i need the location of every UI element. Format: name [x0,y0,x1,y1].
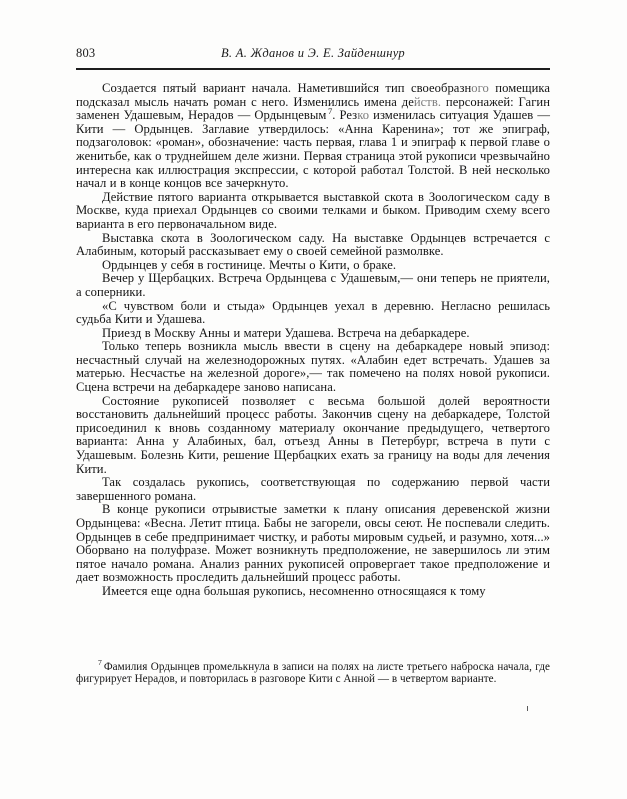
paragraph-text-run: . Рез [332,108,358,123]
footnote-marker: 7 [98,658,102,668]
footnote-block [76,658,550,686]
paragraph-text-run: персонажей: Гагин заменен Удашевым, Нерадов — Ордынцевым [76,94,550,123]
faded-scan-text: ко [357,108,370,123]
footnote-body: Фамилия Ордынцев промелькнула в записи на полях на листе третьего наброска начала, где фигурирует Нерадов, и повторилась в разговоре Кити с Анной — в четвертом варианте. [76,661,550,686]
body-text-column [76,82,550,599]
body-paragraph [76,259,550,273]
paragraph-text-run: Создается пятый вариант начала. Наметившийся тип своеобразн [102,81,472,95]
paragraph-text-run: Приезд в Москву Анны и матери Удашева. Встреча на дебаркадере. [102,325,470,340]
paragraph-text-run: изменилась ситуация Удашев — Кити — Ордынцев. Заглавие утвердилось: «Анна Каренина»; тот же эпиграф, подзаголовок: «роман», обозначение: часть первая, глава 1 и эпиграф к первой главе о женитьбе, как о труднейшем деле жизни. Первая страница этой рукописи чрезвычайно интересна как иллюстрация экспрессии, с которой работал Толстой. В ней несколько начал и в конце концов все зачеркнуто. [76,108,550,191]
running-head-title: В. А. Жданов и Э. Е. Зайденшнур [221,46,405,60]
body-paragraph [76,340,550,394]
body-paragraph [76,272,550,299]
body-paragraph [76,82,550,191]
footnote-reference-marker[interactable]: 7 [327,106,333,116]
paragraph-text-run: Состояние рукописей позволяет с весьма большой долей вероятности восстановить дальнейший процесс работы. Закончив сцену на дебаркадере, Толстой присоединил к вновь созданному материалу окончание предыдущего, четвертого варианта: Анна у Алабиных, бал, отъезд Анны в Петербург, встреча в пути с Удашевым. Болезнь Кити, решение Щербацких ехать за границу на воды для лечения Кити. [76,393,550,476]
paragraph-text-run: Выставка скота в Зоологическом саду. На выставке Ордынцев встречается с Алабиным, который рассказывает ему о своей семейной размолвке. [76,230,550,259]
body-paragraph [76,503,550,585]
body-paragraph [76,395,550,477]
paragraph-text-run: помещика подсказал мысль начать роман с него. Изменились имена де [76,81,551,109]
body-paragraph [76,232,550,259]
faded-scan-text: ого [471,81,489,95]
paragraph-text-run: Только теперь возникла мысль ввести в сцену на дебаркадере новый эпизод: несчастный случай на железнодорожных путях. «Алабин едет встречать. Удашев за матерью. Несчастье на железной дороге»,— так помечено на полях новой рукописи. Сцена встречи на дебаркадере заново написана. [76,339,550,395]
paragraph-text-run: Действие пятого варианта открывается выставкой скота в Зоологическом саду в Москве, куда приехал Ордынцев со своими телками и быком. Приводим схему всего варианта в его первоначальном виде. [76,189,550,231]
scan-artifact-speck [527,706,528,711]
paragraph-text-run: Так создалась рукопись, соответствующая по содержанию первой части завершенного романа. [76,475,550,503]
body-paragraph [76,327,550,341]
page-number: 803 [76,46,96,60]
paragraph-text-run: Ордынцев у себя в гостинице. Мечты о Кити, о браке. [102,257,397,272]
body-paragraph [76,585,550,599]
paragraph-text-run: «С чувством боли и стыда» Ордынцев уехал в деревню. Негласно решилась судьба Кити и Удашева. [76,298,550,327]
body-paragraph [76,191,550,232]
body-paragraph [76,476,550,503]
running-head [76,46,550,64]
header-rule [76,68,550,70]
faded-scan-text: йств. [413,94,442,109]
paragraph-text-run: Имеется еще одна большая рукопись, несомненно относящаяся к тому [102,583,486,598]
footnote-text [76,658,550,686]
paragraph-text-run: Вечер у Щербацких. Встреча Ордынцева с Удашевым,— они теперь не приятели, а соперники. [76,271,550,299]
body-paragraph [76,300,550,327]
paragraph-text-run: В конце рукописи отрывистые заметки к плану описания деревенской жизни Ордынцева: «Весна. Летит птица. Бабы не загорели, овсы сеют. Не поспевали следить. Ордынцев в себе предпринимает чистку, и работы мировым судьей, и разумно, хотя...» Оборвано на полуфразе. Может возникнуть предположение, не завершилось ли этим пятое начало романа. Анализ ранних рукописей опровергает такое предположение и дает возможность проследить дальнейший процесс работы. [76,502,550,585]
